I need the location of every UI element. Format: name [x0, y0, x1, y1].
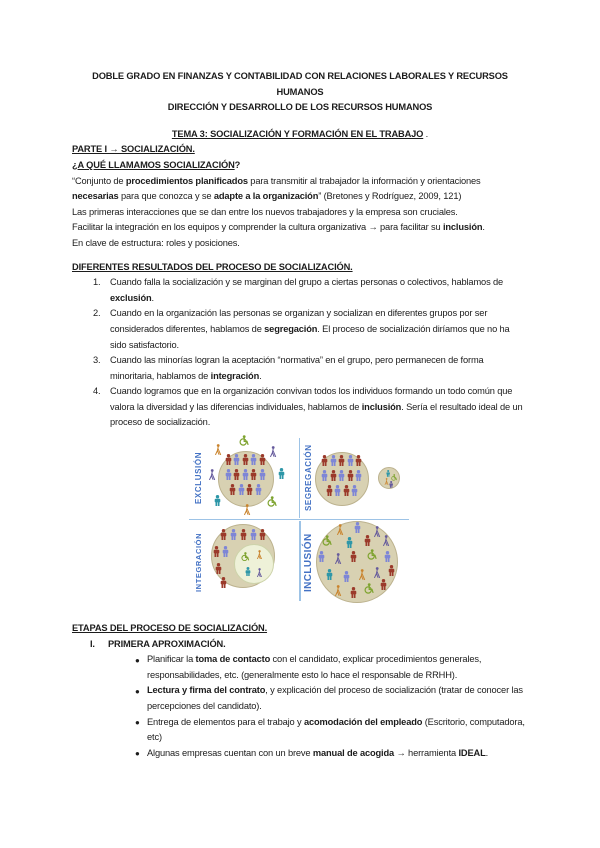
definition-quote-paragraph: “Conjunto de procedimientos planificados para transmitir al trabajador la información y orientaciones necesarias para que conozca y se adapte a la organización” (Bretones y Rodríguez, 2009, 121) [72, 175, 481, 202]
person-icon [330, 455, 337, 466]
item-text: Cuando las minorías logran la aceptación “normativa” en el grupo, pero permanecen de forma minoritaria, hablamos de integración. [110, 355, 484, 381]
person-icon [225, 454, 232, 465]
person-icon [330, 470, 337, 481]
person-icon [355, 470, 362, 481]
wheelchair-icon [239, 435, 249, 446]
bullet-item-toma-de-contacto [72, 652, 528, 683]
person-icon [214, 495, 221, 506]
parte-heading: PARTE I → SOCIALIZACIÓN. [72, 144, 195, 155]
person-icon [245, 567, 251, 576]
person-icon [250, 454, 257, 465]
person-icon [354, 522, 361, 533]
paragraph-first-interactions: Las primeras interacciones que se dan entre los nuevos trabajadores y la empresa son cruciales. [72, 206, 458, 217]
person-icon [338, 470, 345, 481]
walking-person-icon [243, 504, 251, 515]
walking-person-icon [208, 469, 216, 480]
wheelchair-icon [267, 496, 277, 507]
person-icon [326, 485, 333, 496]
person-icon [259, 529, 266, 540]
person-icon [355, 455, 362, 466]
person-icon [388, 565, 395, 576]
quadrant-integracion [189, 520, 299, 605]
walking-person-icon [373, 567, 381, 578]
bullet-icon: ● [135, 655, 140, 665]
walking-person-icon [256, 550, 263, 559]
quadrant-inclusion [299, 520, 409, 605]
numbered-item-segregacion [72, 306, 528, 353]
quadrant-label-integracion: INTEGRACIÓN [194, 533, 203, 593]
item-text: Cuando en la organización las personas se organizan y socializan en diferentes grupos por ser considerados diferentes, hablamos de segregación. El proceso de socialización diríamos que no ha sido satisfactorio. [110, 308, 510, 350]
person-icon [318, 551, 325, 562]
bullet-item-entrega-elementos [72, 715, 528, 746]
paragraph-facilitar-integracion: Facilitar la integración en los equipos y comprender la cultura organizativa → para facilitar su inclusión. [72, 222, 485, 233]
walking-person-icon [214, 444, 222, 455]
person-icon [347, 455, 354, 466]
bullet-text: Entrega de elementos para el trabajo y acomodación del empleado (Escritorio, computadora, etc) [147, 716, 525, 743]
person-icon [334, 485, 341, 496]
socialization-outcomes-diagram [189, 435, 409, 605]
person-icon [350, 587, 357, 598]
person-icon [238, 484, 245, 495]
bullet-text: Lectura y firma del contrato, y explicación del proceso de socialización (tratar de conocer las percepciones del candidato). [147, 685, 523, 712]
person-icon [338, 455, 345, 466]
person-icon [321, 455, 328, 466]
quadrant-label-inclusion: INCLUSIÓN [303, 533, 314, 592]
numbered-item-exclusion [72, 275, 528, 306]
bullet-icon: ● [135, 718, 140, 728]
header-line-2: DIRECCIÓN Y DESARROLLO DE LOS RECURSOS HUMANOS [167, 102, 433, 113]
person-icon [220, 529, 227, 540]
person-icon [259, 454, 266, 465]
person-icon [220, 577, 227, 588]
person-icon [242, 454, 249, 465]
quadrant-segregacion [299, 435, 409, 520]
bullet-item-lectura-contrato [72, 683, 528, 714]
item-number: 3. [93, 355, 101, 366]
person-icon [259, 469, 266, 480]
numbered-item-integracion [72, 353, 528, 384]
wheelchair-icon [391, 474, 397, 481]
bullet-icon: ● [135, 686, 140, 696]
walking-person-icon [373, 526, 381, 537]
person-icon [386, 470, 390, 477]
bullet-text: Algunas empresas cuentan con un breve manual de acogida → herramienta IDEAL. [147, 747, 489, 758]
results-heading: DIFERENTES RESULTADOS DEL PROCESO DE SOCIALIZACIÓN. [72, 261, 353, 272]
walking-person-icon [334, 553, 342, 564]
item-number: 2. [93, 308, 101, 319]
item-text: Cuando logramos que en la organización convivan todos los individuos formando un todo común que valora la diversidad y las diferencias individuales, hablamos de inclusión. Sería el resultado ideal de un proceso de socialización. [110, 386, 523, 428]
bullet-icon: ● [135, 749, 140, 759]
bullet-text: Planificar la toma de contacto con el candidato, explicar procedimientos generales, responsabilidades, etc. (generalmente esto lo hace el responsable de RRHH). [147, 654, 482, 680]
wheelchair-icon [367, 549, 377, 560]
person-icon [242, 469, 249, 480]
person-icon [225, 469, 232, 480]
person-icon [222, 546, 229, 557]
stage-numeral: I. [90, 638, 95, 649]
person-icon [350, 551, 357, 562]
person-icon [389, 481, 393, 488]
header-line-1: DOBLE GRADO EN FINANZAS Y CONTABILIDAD CON RELACIONES LABORALES Y RECURSOS HUMANOS [92, 71, 508, 97]
person-icon [364, 535, 371, 546]
walking-person-icon [358, 569, 366, 580]
person-icon [246, 484, 253, 495]
wheelchair-icon [322, 535, 332, 546]
person-icon [229, 484, 236, 495]
person-icon [213, 546, 220, 557]
person-icon [278, 468, 285, 479]
person-icon [240, 529, 247, 540]
walking-person-icon [256, 568, 263, 577]
person-icon [250, 529, 257, 540]
document-title: TEMA 3: SOCIALIZACIÓN Y FORMACIÓN EN EL TRABAJO . [171, 128, 429, 139]
person-icon [230, 529, 237, 540]
walking-person-icon [336, 524, 344, 535]
person-icon [384, 551, 391, 562]
item-number: 1. [93, 277, 101, 288]
person-icon [351, 485, 358, 496]
item-text: Cuando falla la socialización y se marginan del grupo a ciertas personas o colectivos, hablamos de exclusión. [110, 277, 504, 303]
inner-subgroup-circle [234, 544, 274, 584]
person-icon [343, 571, 350, 582]
stage-primera-aproximacion [72, 637, 528, 653]
person-icon [380, 579, 387, 590]
person-icon [346, 537, 353, 548]
question-heading: ¿A QUÉ LLAMAMOS SOCIALIZACIÓN? [72, 159, 241, 170]
stages-heading: ETAPAS DEL PROCESO DE SOCIALIZACIÓN. [72, 623, 268, 634]
group-circle [316, 521, 398, 603]
quadrant-exclusion [189, 435, 299, 520]
stage-label: PRIMERA APROXIMACIÓN. [108, 638, 226, 649]
person-icon [343, 485, 350, 496]
person-icon [347, 470, 354, 481]
person-icon [250, 469, 257, 480]
walking-person-icon [334, 585, 342, 596]
walking-person-icon [269, 446, 277, 457]
person-icon [255, 484, 262, 495]
bullet-item-manual-acogida [72, 746, 528, 762]
quadrant-label-exclusion: EXCLUSIÓN [194, 451, 203, 504]
person-icon [326, 569, 333, 580]
paragraph-estructura: En clave de estructura: roles y posiciones. [72, 237, 240, 248]
numbered-item-inclusion [72, 384, 528, 431]
person-icon [233, 469, 240, 480]
walking-person-icon [382, 535, 390, 546]
person-icon [215, 563, 222, 574]
item-number: 4. [93, 386, 101, 397]
person-icon [233, 454, 240, 465]
quadrant-label-segregacion: SEGREGACIÓN [304, 444, 313, 511]
wheelchair-icon [364, 583, 374, 594]
person-icon [321, 470, 328, 481]
wheelchair-icon [241, 552, 250, 561]
